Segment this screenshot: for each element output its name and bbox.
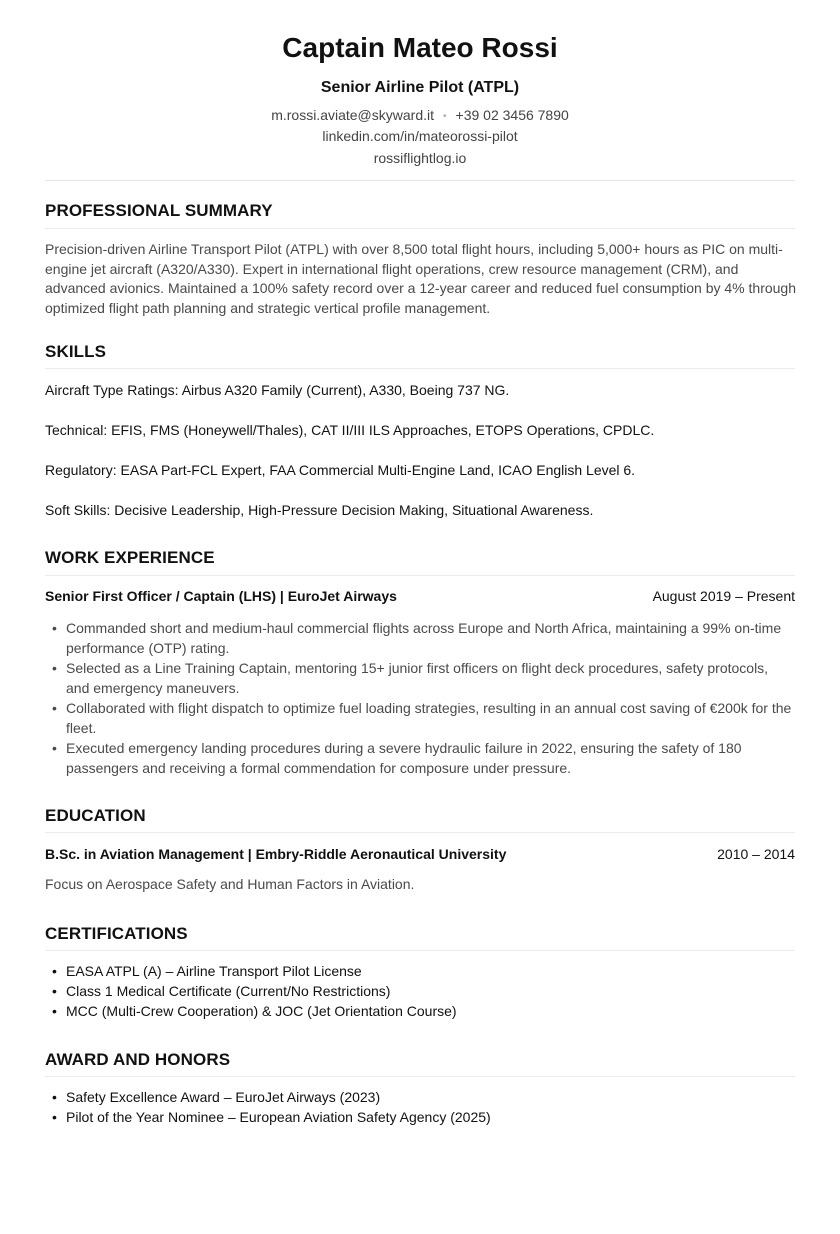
email-link[interactable]: m.rossi.aviate@skyward.it [271, 107, 434, 123]
section-divider [45, 575, 795, 576]
contact-separator: • [443, 111, 447, 122]
job-entry-header [45, 586, 795, 606]
skill-item: Aircraft Type Ratings: Airbus A320 Family (Current), A330, Boeing 737 NG. [45, 382, 510, 398]
phone-number: +39 02 3456 7890 [455, 107, 569, 123]
skills-heading: SKILLS [45, 342, 107, 361]
contact-row [0, 105, 840, 127]
certification-list [45, 961, 795, 1021]
skill-item: Soft Skills: Decisive Leadership, High-Pressure Decision Making, Situational Awareness. [45, 502, 594, 518]
job-bullet: • Selected as a Line Training Captain, mentoring 15+ junior first officers on flight deck procedures, safety protocols, and emergency maneuvers. [45, 658, 795, 698]
certifications-heading: CERTIFICATIONS [45, 924, 188, 943]
award-item: • Pilot of the Year Nominee – European Aviation Safety Agency (2025) [45, 1107, 795, 1127]
section-divider [45, 950, 795, 951]
section-divider [45, 228, 795, 229]
education-heading: EDUCATION [45, 806, 146, 825]
candidate-name: Captain Mateo Rossi [282, 32, 558, 63]
degree: B.Sc. in Aviation Management | Embry-Riddle Aeronautical University [45, 846, 507, 862]
linkedin-link[interactable]: linkedin.com/in/mateorossi-pilot [322, 128, 518, 144]
certification-item: • Class 1 Medical Certificate (Current/No Restrictions) [45, 981, 795, 1001]
section-divider [45, 1076, 795, 1077]
job-dates: August 2019 – Present [652, 588, 795, 604]
certification-item: • MCC (Multi-Crew Cooperation) & JOC (Jet Orientation Course) [45, 1001, 795, 1021]
awards-heading: AWARD AND HONORS [45, 1050, 231, 1069]
job-role: Senior First Officer / Captain (LHS) | EuroJet Airways [45, 588, 397, 604]
section-divider [45, 832, 795, 833]
education-entry-header [45, 844, 795, 864]
job-bullet: • Collaborated with flight dispatch to optimize fuel loading strategies, resulting in an annual cost saving of €200k for the fleet. [45, 698, 795, 738]
job-title: Senior Airline Pilot (ATPL) [320, 79, 520, 96]
summary-heading: PROFESSIONAL SUMMARY [45, 201, 273, 220]
skill-item: Technical: EFIS, FMS (Honeywell/Thales), CAT II/III ILS Approaches, ETOPS Operations, CPDLC. [45, 422, 655, 438]
header-divider [45, 180, 795, 181]
job-bullet: • Executed emergency landing procedures during a severe hydraulic failure in 2022, ensuring the safety of 180 passengers and receiving a formal commendation for composure under pressure. [45, 738, 795, 778]
skill-item: Regulatory: EASA Part-FCL Expert, FAA Commercial Multi-Engine Land, ICAO English Level 6. [45, 462, 636, 478]
website-link[interactable]: rossiflightlog.io [373, 150, 467, 166]
certification-item: • EASA ATPL (A) – Airline Transport Pilot License [45, 961, 795, 981]
job-bullets [45, 618, 795, 778]
summary-text: Precision-driven Airline Transport Pilot (ATPL) with over 8,500 total flight hours, including 5,000+ hours as PIC on multi-engine jet aircraft (A320/A330). Expert in international flight operations, crew resource management (CRM), and advanced avionics. Maintained a 100% safety record over a 12-year career and reduced fuel consumption by 4% through optimized flight path planning and strategic vertical profile management. [45, 241, 797, 316]
job-bullet: • Commanded short and medium-haul commercial flights across Europe and North Africa, maintaining a 99% on-time performance (OTP) rating. [45, 618, 795, 658]
education-note: Focus on Aerospace Safety and Human Factors in Aviation. [45, 876, 415, 892]
awards-list [45, 1087, 795, 1127]
section-divider [45, 368, 795, 369]
award-item: • Safety Excellence Award – EuroJet Airways (2023) [45, 1087, 795, 1107]
education-dates: 2010 – 2014 [717, 846, 795, 862]
experience-heading: WORK EXPERIENCE [45, 548, 215, 567]
